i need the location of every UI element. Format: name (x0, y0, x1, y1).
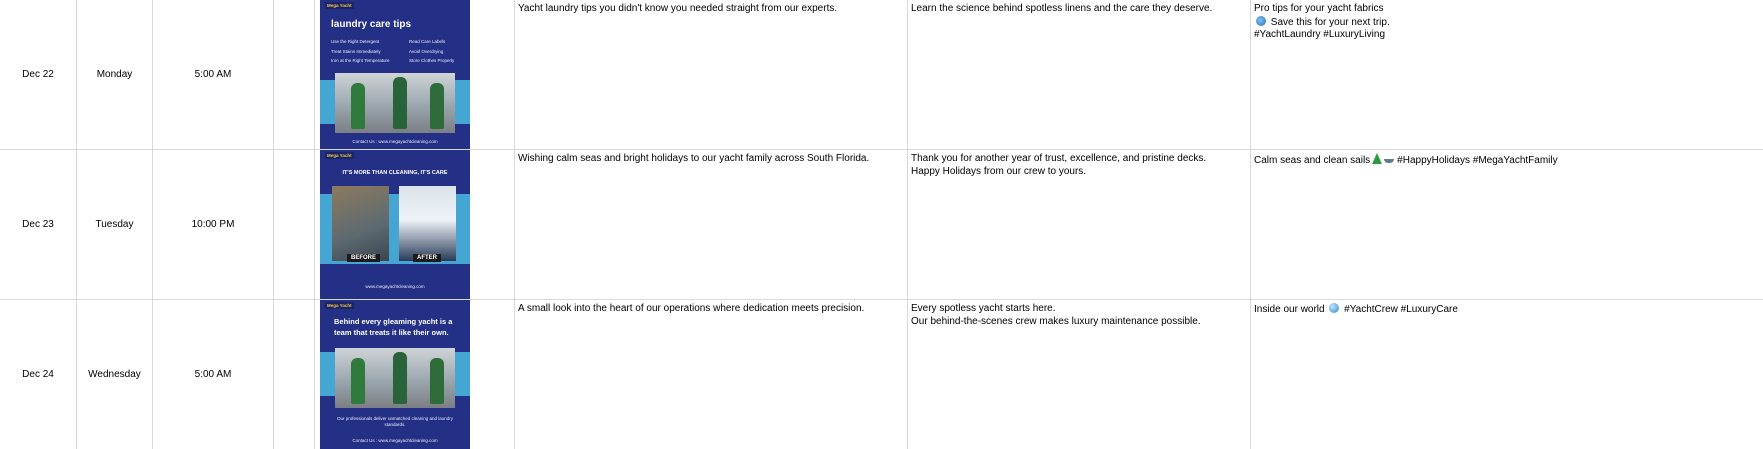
time-text: 10:00 PM (191, 219, 235, 230)
poster-subtext: Our professionals deliver unmatched cleaning and laundry standards. (336, 416, 454, 427)
description-cell[interactable]: Thank you for another year of trust, excellence, and pristine decks. Happy Holidays from our crew to yours. (908, 150, 1251, 299)
poster-footer: Contact Us : www.megayachtcleaning.com (352, 438, 438, 443)
tags-text: Calm seas and clean sails (1254, 155, 1371, 166)
schedule-row (0, 300, 1763, 449)
tags-line: Save this for your next trip. (1270, 16, 1390, 28)
empty-cell[interactable] (274, 150, 315, 299)
hashtags: #HappyHolidays #MegaYachtFamily (1397, 155, 1558, 166)
poster-footer: Contact Us : www.megayachtcleaning.com (352, 139, 438, 144)
laundry-tips-poster (320, 0, 470, 149)
tips-left (331, 37, 389, 66)
globe-icon (1256, 16, 1266, 26)
hashtags: #YachtCrew #LuxuryCare (1344, 304, 1458, 315)
date-text: Dec 22 (22, 69, 54, 80)
empty-cell[interactable] (274, 0, 315, 149)
caption-cell[interactable]: A small look into the heart of our operations where dedication meets precision. (515, 300, 908, 449)
before-photo (332, 186, 389, 261)
tags-cell[interactable] (1251, 150, 1763, 299)
tags-text: Inside our world (1254, 304, 1325, 315)
cleaners-photo (335, 73, 455, 133)
tags-cell[interactable] (1251, 0, 1763, 149)
poster-headline: IT'S MORE THAN CLEANING, IT'S CARE (342, 170, 448, 176)
cleaner-figure (351, 83, 365, 129)
day-text: Tuesday (95, 219, 134, 230)
description-cell[interactable]: Every spotless yacht starts here. Our behind-the-scenes crew makes luxury maintenance possible. (908, 300, 1251, 449)
caption-cell[interactable]: Wishing calm seas and bright holidays to our yacht family across South Florida. (515, 150, 908, 299)
day-cell[interactable] (77, 300, 153, 449)
date-text: Dec 24 (22, 369, 54, 380)
description-cell[interactable]: Learn the science behind spotless linens and the care they deserve. (908, 0, 1251, 149)
day-cell[interactable] (77, 150, 153, 299)
team-poster (320, 300, 470, 449)
cleaners-photo (335, 348, 455, 408)
brand-logo: Mega Yacht (327, 303, 352, 308)
wave-icon (1329, 303, 1339, 313)
tags-line: Pro tips for your yacht fabrics (1254, 3, 1384, 14)
brand-logo: Mega Yacht (327, 153, 352, 158)
before-label: BEFORE (347, 254, 380, 262)
tip-item: Iron at the Right Temperature (331, 58, 390, 63)
date-cell[interactable] (0, 0, 77, 149)
poster-title: laundry care tips (331, 19, 412, 30)
time-cell[interactable] (153, 150, 274, 299)
time-text: 5:00 AM (194, 69, 232, 80)
tip-item: Store Clothes Properly (409, 58, 455, 63)
day-text: Wednesday (88, 369, 141, 380)
day-text: Monday (96, 69, 133, 80)
sailboat-icon (1384, 159, 1394, 163)
tip-item: Use the Right Detergent (331, 39, 380, 44)
after-photo (399, 186, 456, 261)
poster-headline: Behind every gleaming yacht is a team that treats it like their own. (334, 317, 453, 337)
image-cell[interactable] (315, 150, 515, 299)
poster-footer: www.megayachtcleaning.com (365, 284, 425, 289)
day-cell[interactable] (77, 0, 153, 149)
hashtags: #YachtLaundry #LuxuryLiving (1254, 29, 1386, 40)
date-cell[interactable] (0, 300, 77, 449)
tags-cell[interactable] (1251, 300, 1763, 449)
schedule-row (0, 0, 1763, 150)
tip-item: Treat Stains Immediately (331, 48, 381, 54)
cleaner-figure (430, 83, 444, 129)
caption-cell[interactable]: Yacht laundry tips you didn't know you needed straight from our experts. (515, 0, 908, 149)
date-cell[interactable] (0, 150, 77, 299)
time-cell[interactable] (153, 0, 274, 149)
brand-logo: Mega Yacht (327, 3, 352, 8)
cleaner-figure (430, 358, 444, 404)
empty-cell[interactable] (274, 300, 315, 449)
cleaner-figure (393, 352, 407, 404)
tips-right (409, 37, 454, 66)
image-cell[interactable] (315, 0, 515, 149)
before-after-poster (320, 150, 470, 299)
christmas-tree-icon (1372, 153, 1382, 164)
time-cell[interactable] (153, 300, 274, 449)
tip-item: Read Care Labels (409, 39, 446, 44)
after-label: AFTER (413, 254, 441, 262)
schedule-row (0, 150, 1763, 300)
tip-item: Avoid Overdrying (409, 48, 444, 54)
image-cell[interactable] (315, 300, 515, 449)
cleaner-figure (393, 77, 407, 129)
time-text: 5:00 AM (194, 369, 232, 380)
cleaner-figure (351, 358, 365, 404)
date-text: Dec 23 (22, 219, 54, 230)
